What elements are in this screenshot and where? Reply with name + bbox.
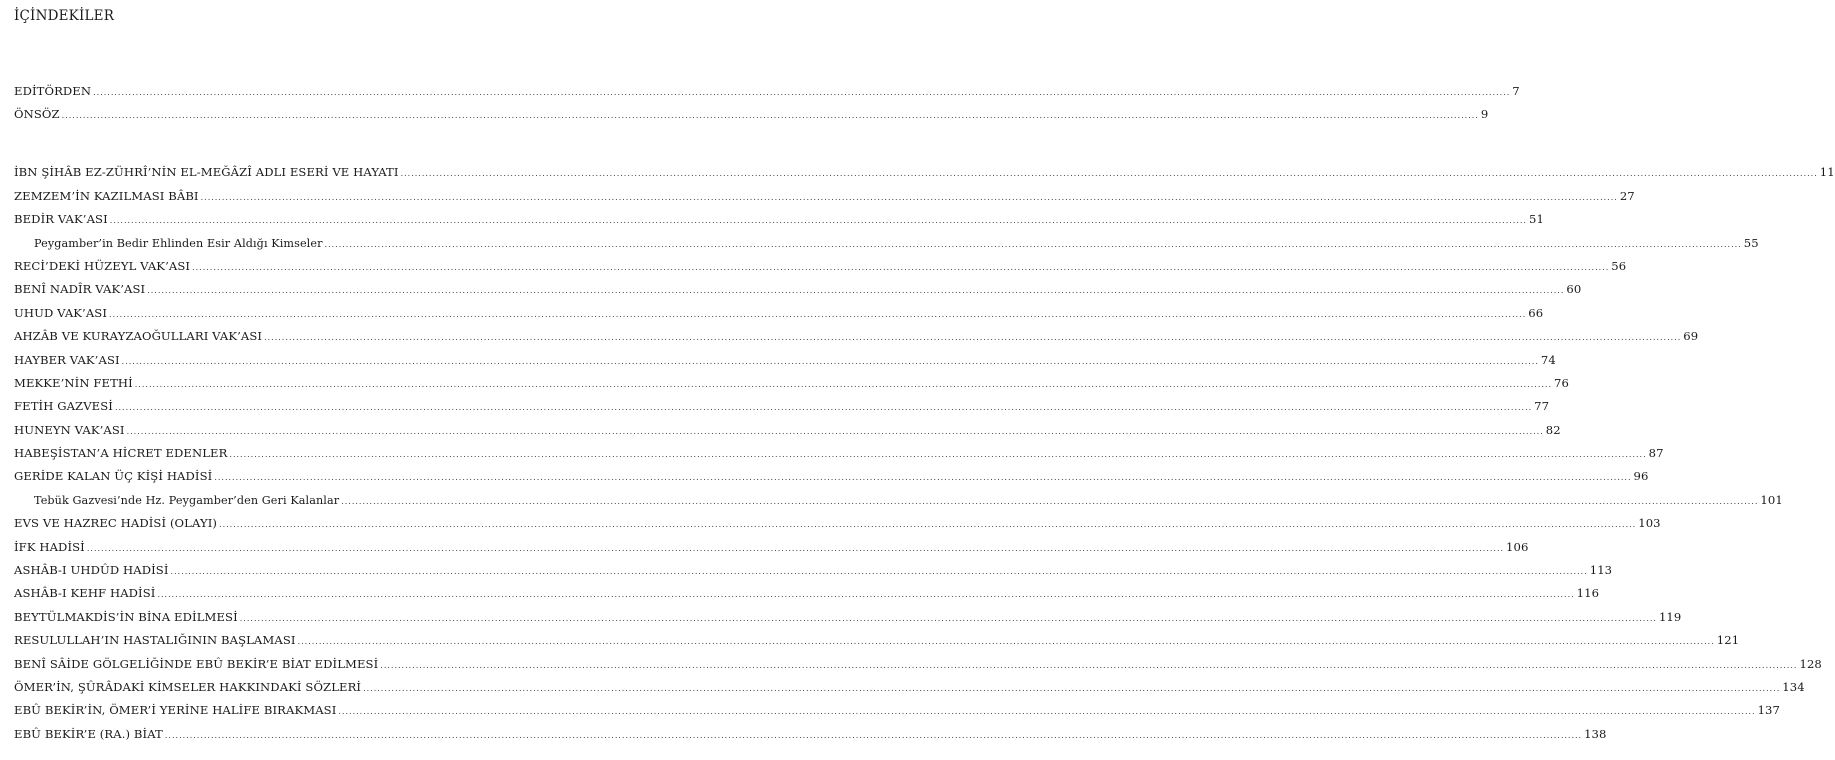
toc-entry [14, 608, 1682, 626]
toc-entry [14, 701, 1781, 719]
dot-leader: ................................................................................................................................................................................................................................................................................................................................................................................................................ [380, 660, 1798, 670]
toc-page-number: 138 [1584, 726, 1607, 741]
toc-subentry [14, 491, 1783, 509]
toc-page-number: 116 [1576, 586, 1600, 601]
toc-entry [14, 655, 1822, 673]
toc-entry [14, 210, 1544, 228]
toc-entry [14, 327, 1699, 345]
page-title: İÇİNDEKİLER [14, 8, 115, 24]
table-of-contents [14, 82, 1835, 748]
dot-leader: ................................................................................................................................................................................................................................................................................................................................................................................................................ [114, 403, 1533, 413]
toc-page-number: 76 [1553, 375, 1569, 390]
toc-page-number: 103 [1638, 516, 1661, 531]
dot-leader: ................................................................................................................................................................................................................................................................................................................................................................................................................ [219, 520, 1637, 530]
toc-entry [14, 467, 1649, 485]
dot-leader: ................................................................................................................................................................................................................................................................................................................................................................................................................ [363, 683, 1781, 693]
toc-page-number: 137 [1757, 703, 1781, 718]
toc-page-number: 106 [1506, 539, 1529, 554]
toc-page-number: 7 [1512, 84, 1520, 98]
toc-entry [14, 538, 1529, 556]
toc-page-number: 55 [1743, 235, 1759, 250]
toc-entry [14, 187, 1635, 205]
toc-entry [14, 374, 1569, 392]
toc-entry [14, 631, 1740, 649]
toc-entry [14, 561, 1613, 579]
toc-entry-label: EBÛ BEKİR’İN, ÖMER’İ YERİNE HALİFE BIRAKMASI [14, 703, 337, 718]
dot-leader: ................................................................................................................................................................................................................................................................................................................................................................................................................ [93, 88, 1511, 97]
toc-entry-label: İFK HADİSİ [14, 539, 85, 554]
dot-leader: ................................................................................................................................................................................................................................................................................................................................................................................................................ [86, 543, 1505, 553]
toc-entry-label: FETİH GAZVESİ [14, 399, 113, 414]
dot-leader: ................................................................................................................................................................................................................................................................................................................................................................................................................ [239, 613, 1657, 623]
toc-page-number: 119 [1658, 609, 1682, 624]
toc-entry-label: BENÎ NADÎR VAK’ASI [14, 282, 146, 297]
dot-leader: ................................................................................................................................................................................................................................................................................................................................................................................................................ [200, 192, 1618, 202]
toc-page-number: 27 [1619, 188, 1635, 203]
toc-entry-label: HUNEYN VAK’ASI [14, 422, 125, 437]
dot-leader: ................................................................................................................................................................................................................................................................................................................................................................................................................ [192, 262, 1610, 272]
toc-entry [14, 351, 1556, 369]
dot-leader: ................................................................................................................................................................................................................................................................................................................................................................................................................ [109, 309, 1527, 319]
toc-entry-label: ÖMER’İN, ŞÛRÂDAKİ KİMSELER HAKKINDAKİ SÖZLERİ [14, 679, 362, 694]
dot-leader: ................................................................................................................................................................................................................................................................................................................................................................................................................ [147, 286, 1565, 296]
toc-entry-label: AHZÂB VE KURAYZAOĞULLARI VAK’ASI [14, 329, 263, 344]
toc-page-number: 60 [1566, 282, 1582, 297]
toc-entry-label: BEYTÜLMAKDİS’İN BİNA EDİLMESİ [14, 609, 238, 624]
toc-entry-label: Tebük Gazvesi’nde Hz. Peygamber’den Geri Kalanlar [34, 493, 340, 507]
dot-leader: ................................................................................................................................................................................................................................................................................................................................................................................................................ [324, 239, 1742, 249]
toc-entry-label: MEKKE’NİN FETHİ [14, 375, 133, 390]
toc-page-number: 128 [1799, 656, 1822, 671]
dot-leader: ................................................................................................................................................................................................................................................................................................................................................................................................................ [134, 379, 1552, 389]
toc-entry [14, 584, 1600, 602]
toc-page-number: 51 [1528, 212, 1544, 227]
dot-leader: ................................................................................................................................................................................................................................................................................................................................................................................................................ [341, 496, 1759, 506]
toc-page-number: 113 [1589, 563, 1613, 578]
dot-leader: ................................................................................................................................................................................................................................................................................................................................................................................................................ [229, 450, 1647, 460]
dot-leader: ................................................................................................................................................................................................................................................................................................................................................................................................................ [61, 111, 1479, 121]
dot-leader: ................................................................................................................................................................................................................................................................................................................................................................................................................ [170, 567, 1588, 577]
dot-leader: ................................................................................................................................................................................................................................................................................................................................................................................................................ [164, 730, 1583, 740]
toc-entry-label: EVS VE HAZREC HADİSİ (OLAYI) [14, 516, 218, 531]
toc-entry-label: EBÛ BEKİR’E (RA.) BİAT [14, 726, 163, 741]
toc-subentry [14, 234, 1759, 252]
toc-page-number: 9 [1480, 107, 1489, 122]
toc-entry [14, 82, 1520, 100]
toc-entry [14, 514, 1661, 532]
toc-entry-label: GERİDE KALAN ÜÇ KİŞİ HADİSİ [14, 469, 213, 484]
toc-entry-label: UHUD VAK’ASI [14, 305, 108, 320]
toc-entry [14, 257, 1627, 275]
toc-entry [14, 397, 1550, 415]
dot-leader: ................................................................................................................................................................................................................................................................................................................................................................................................................ [400, 169, 1818, 179]
toc-entry [14, 421, 1561, 439]
toc-entry-label: ÖNSÖZ [14, 107, 60, 122]
toc-entry-label: HABEŞİSTAN’A HİCRET EDENLER [14, 446, 228, 461]
toc-page-number: 134 [1782, 679, 1805, 694]
toc-page-number: 87 [1648, 446, 1664, 461]
dot-leader: ................................................................................................................................................................................................................................................................................................................................................................................................................ [157, 590, 1575, 600]
dot-leader: ................................................................................................................................................................................................................................................................................................................................................................................................................ [297, 637, 1715, 647]
toc-entry-label: HAYBER VAK’ASI [14, 352, 120, 367]
toc-entry [14, 304, 1544, 322]
toc-entry-label: ZEMZEM’İN KAZILMASI BÂBI [14, 188, 199, 203]
dot-leader: ................................................................................................................................................................................................................................................................................................................................................................................................................ [338, 707, 1756, 717]
toc-page-number: 11 [1819, 165, 1835, 180]
toc-entry-label: Peygamber’in Bedir Ehlinden Esir Aldığı Kimseler [34, 236, 323, 250]
toc-entry [14, 105, 1489, 123]
dot-leader: ................................................................................................................................................................................................................................................................................................................................................................................................................ [109, 216, 1527, 226]
dot-leader: ................................................................................................................................................................................................................................................................................................................................................................................................................ [214, 473, 1632, 483]
toc-entry-label: ASHÂB-I KEHF HADİSİ [14, 586, 156, 601]
toc-entry-label: EDİTÖRDEN [14, 84, 92, 98]
toc-entry-label: BENÎ SÂİDE GÖLGELİĞİNDE EBÛ BEKİR’E BİAT EDİLMESİ [14, 656, 379, 671]
dot-leader: ................................................................................................................................................................................................................................................................................................................................................................................................................ [126, 426, 1544, 436]
toc-entry [14, 678, 1805, 696]
toc-page-number: 101 [1760, 492, 1783, 507]
dot-leader: ................................................................................................................................................................................................................................................................................................................................................................................................................ [121, 356, 1539, 366]
toc-entry [14, 163, 1835, 181]
toc-entry-label: RESULULLAH’IN HASTALIĞININ BAŞLAMASI [14, 633, 296, 648]
toc-page-number: 96 [1633, 469, 1649, 484]
toc-entry [14, 444, 1664, 462]
toc-page-number: 66 [1528, 305, 1544, 320]
toc-page-number: 69 [1683, 329, 1699, 344]
toc-entry-label: ASHÂB-I UHDÛD HADİSİ [14, 563, 169, 578]
toc-entry-label: BEDİR VAK’ASI [14, 212, 108, 227]
toc-page-number: 121 [1716, 633, 1740, 648]
toc-entry [14, 725, 1607, 743]
toc-page-number: 82 [1545, 422, 1561, 437]
toc-entry [14, 280, 1582, 298]
toc-entry-label: İBN ŞİHÂB EZ-ZÜHRÎ’NİN EL-MEĞÂZÎ ADLI ESERİ VE HAYATI [14, 165, 399, 180]
toc-entry-label: RECİ’DEKİ HÜZEYL VAK’ASI [14, 258, 191, 273]
toc-page-number: 74 [1540, 352, 1556, 367]
dot-leader: ................................................................................................................................................................................................................................................................................................................................................................................................................ [264, 333, 1682, 343]
toc-page-number: 77 [1534, 399, 1550, 414]
toc-page-number: 56 [1611, 258, 1627, 273]
